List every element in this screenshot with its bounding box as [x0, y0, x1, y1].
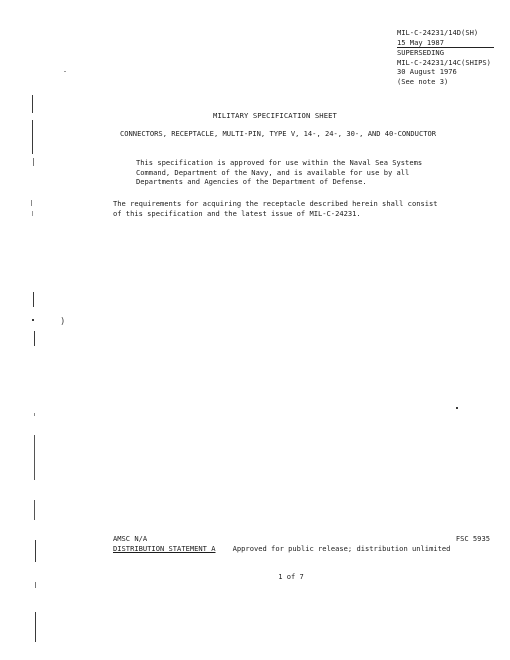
scan-mark: [32, 95, 33, 113]
scan-mark: [35, 612, 36, 642]
scan-mark: [33, 158, 34, 166]
scan-mark: [31, 200, 32, 206]
approval-line: Command, Department of the Navy, and is available for use by all: [136, 167, 410, 177]
distribution-separator: [220, 544, 229, 553]
sheet-title: MILITARY SPECIFICATION SHEET: [213, 111, 337, 120]
requirements-line: of this specification and the latest issue of MIL-C-24231.: [113, 208, 361, 218]
scan-mark: [33, 292, 34, 307]
page-number: 1 of 7: [278, 572, 304, 581]
approval-line: This specification is approved for use within the Naval Sea Systems: [136, 158, 423, 167]
document-header: [397, 28, 507, 87]
spec-date: 15 May 1987: [397, 38, 494, 49]
approval-paragraph: [136, 158, 481, 187]
approval-line: Departments and Agencies of the Department of Defense.: [136, 177, 367, 187]
scan-mark: [64, 71, 66, 72]
requirements-paragraph: [113, 199, 493, 218]
document-footer: [113, 534, 490, 553]
scan-mark: [34, 500, 35, 520]
scan-mark: [35, 582, 36, 588]
requirements-line: The requirements for acquiring the receptacle described herein shall consist: [113, 199, 438, 208]
fsc-code: FSC 5935: [455, 534, 490, 543]
scan-mark: [32, 120, 33, 154]
spec-number: MIL-C-24231/14D(SH): [397, 28, 479, 37]
superseding-label: SUPERSEDING: [397, 48, 444, 58]
header-note: (See note 3): [397, 76, 449, 86]
superseded-date: 30 August 1976: [397, 67, 457, 77]
scan-mark: [34, 331, 35, 346]
scan-mark: [34, 435, 35, 480]
scan-mark: [34, 413, 35, 416]
scan-mark: ): [60, 317, 66, 327]
spec-title: CONNECTORS, RECEPTACLE, MULTI-PIN, TYPE V, 14-, 24-, 30-, AND 40-CONDUCTOR: [120, 129, 437, 138]
scan-mark: [456, 407, 458, 409]
scan-mark: [35, 540, 36, 562]
distribution-text: Approved for public release; distribution unlimited: [232, 543, 451, 553]
distribution-label: DISTRIBUTION STATEMENT A: [113, 543, 216, 553]
amsc-code: AMSC N/A: [113, 534, 148, 543]
superseded-spec: MIL-C-24231/14C(SHIPS): [397, 57, 491, 67]
scan-mark: [32, 319, 34, 321]
scan-mark: [32, 211, 33, 216]
